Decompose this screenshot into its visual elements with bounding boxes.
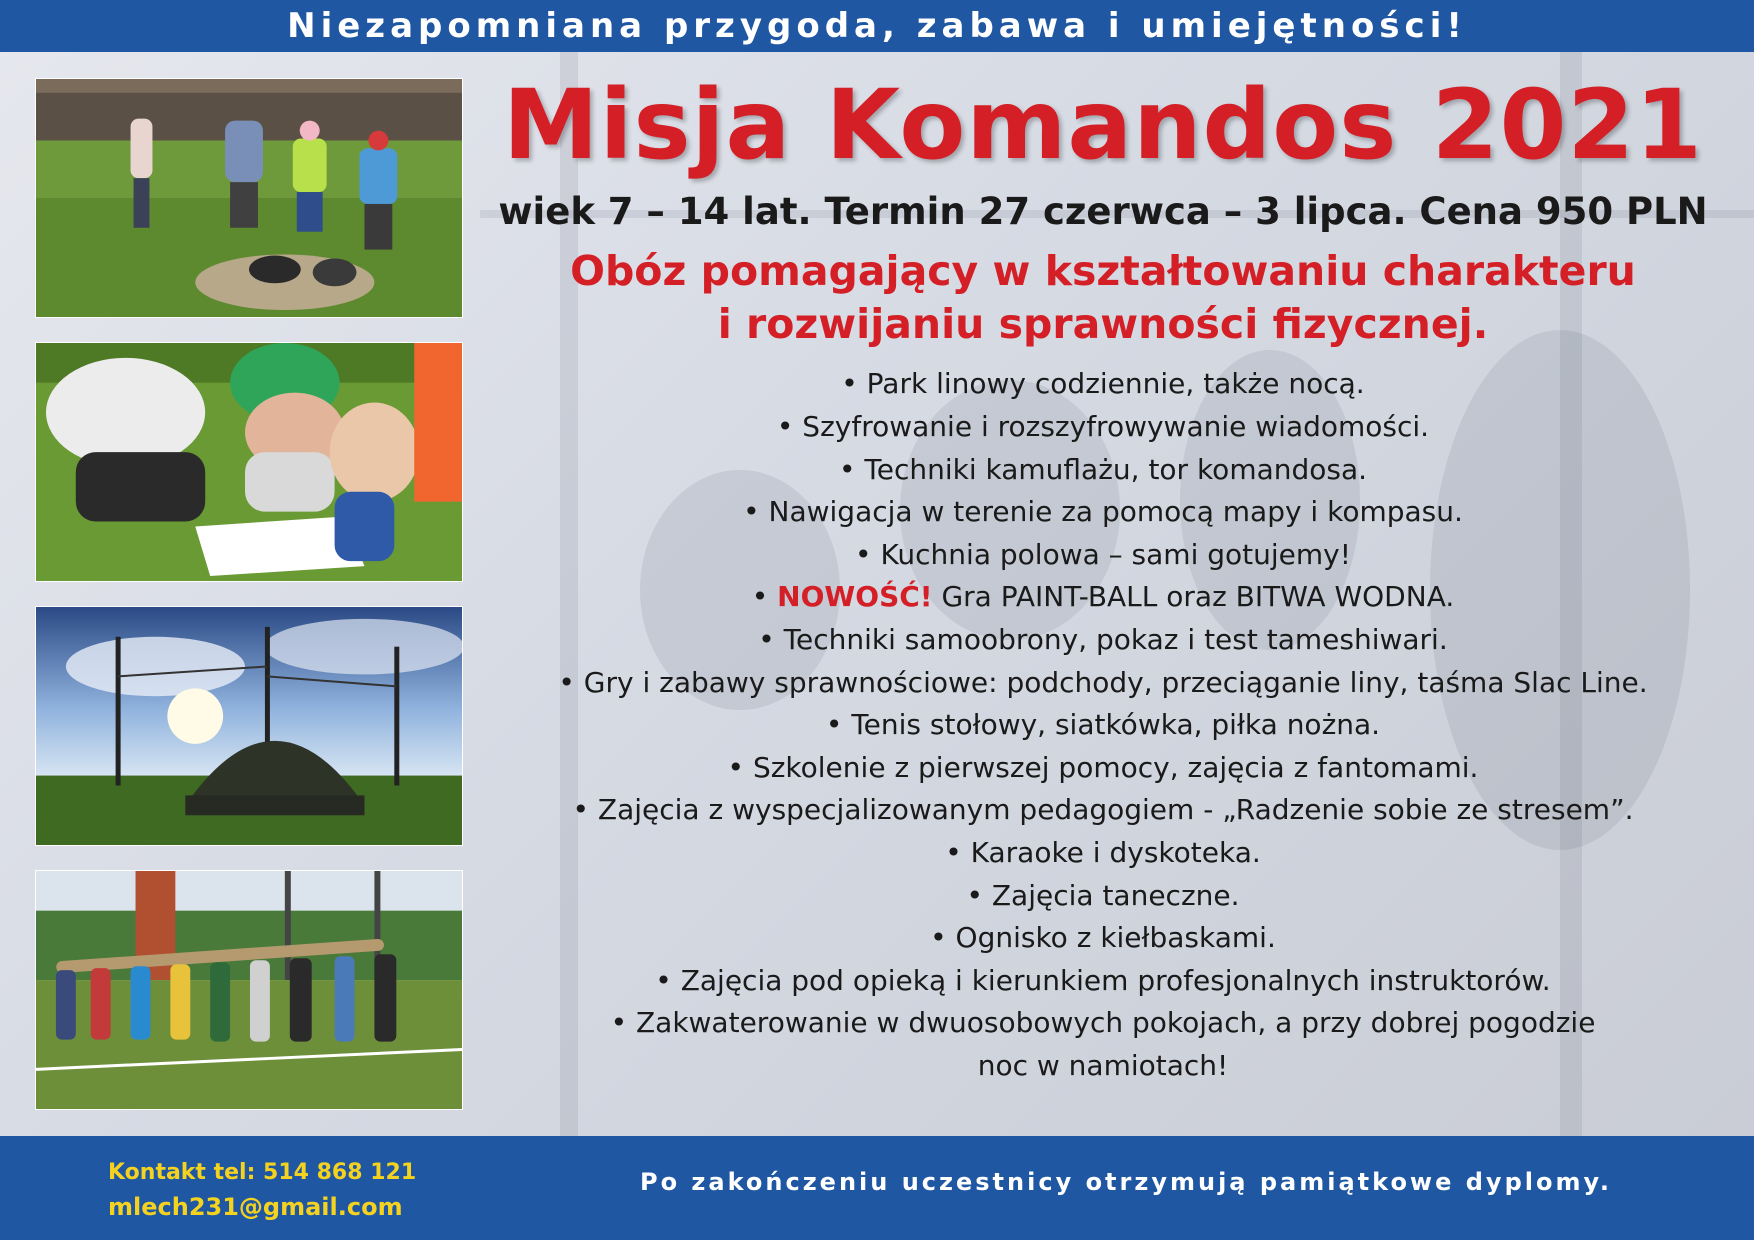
list-item: • Zajęcia taneczne. (966, 878, 1240, 912)
photo-tent-ropes-park (35, 606, 463, 846)
list-item: • Ognisko z kiełbaskami. (930, 921, 1276, 955)
main-content (478, 70, 1728, 1087)
list-item: • Tenis stołowy, siatkówka, piłka nożna. (825, 708, 1381, 742)
list-item: • Techniki kamuflażu, tor komandosa. (838, 452, 1368, 486)
new-item-text: Gra PAINT-BALL oraz BITWA WODNA. (932, 580, 1455, 614)
footer-note: Po zakończeniu uczestnicy otrzymują pamiątkowe dyplomy. (640, 1168, 1613, 1196)
top-banner-text: Niezapomniana przygoda, zabawa i umiejętności! (287, 6, 1467, 46)
list-item: • Zajęcia pod opieką i kierunkiem profesjonalnych instruktorów. (655, 963, 1551, 997)
activity-list (478, 363, 1728, 1087)
contact-phone: Kontakt tel: 514 868 121 (108, 1160, 417, 1185)
slogan-line-2: i rozwijaniu sprawności fizycznej. (717, 300, 1489, 349)
photo-kids-carrying-log (35, 870, 463, 1110)
camp-details: wiek 7 – 14 lat. Termin 27 czerwca – 3 lipca. Cena 950 PLN (498, 190, 1708, 234)
list-item: • Park linowy codziennie, także nocą. (841, 367, 1365, 401)
list-item: • Gry i zabawy sprawnościowe: podchody, przeciąganie liny, taśma Slac Line. (558, 665, 1648, 699)
list-item-new (478, 576, 1728, 619)
page-title: Misja Komandos 2021 (503, 69, 1703, 181)
camp-slogan (478, 245, 1728, 352)
slogan-line-1: Obóz pomagający w kształtowaniu charakteru (570, 246, 1636, 295)
bottom-banner (0, 1136, 1754, 1240)
list-item: • Karaoke i dyskoteka. (945, 835, 1261, 869)
list-item: • Techniki samoobrony, pokaz i test tameshiwari. (758, 622, 1448, 656)
list-item: • Szyfrowanie i rozszyfrowywanie wiadomości. (776, 409, 1430, 443)
contact-email: mlech231@gmail.com (108, 1193, 403, 1221)
contact-block (108, 1156, 416, 1224)
list-item: • Szkolenie z pierwszej pomocy, zajęcia z fantomami. (727, 750, 1479, 784)
list-item: • Zakwaterowanie w dwuosobowych pokojach, a przy dobrej pogodzie (610, 1006, 1596, 1040)
list-item: • Kuchnia polowa – sami gotujemy! (855, 537, 1351, 571)
top-banner (0, 0, 1754, 52)
list-item: • Nawigacja w terenie za pomocą mapy i kompasu. (743, 495, 1463, 529)
new-badge: NOWOŚĆ! (777, 580, 933, 614)
list-item: • Zajęcia z wyspecjalizowanym pedagogiem - „Radzenie sobie ze stresem”. (572, 793, 1634, 827)
list-item: noc w namiotach! (977, 1048, 1229, 1082)
photo-field-cooking (35, 78, 463, 318)
photo-column (35, 78, 463, 1134)
new-item-bullet: • (751, 580, 778, 614)
photo-map-reading (35, 342, 463, 582)
